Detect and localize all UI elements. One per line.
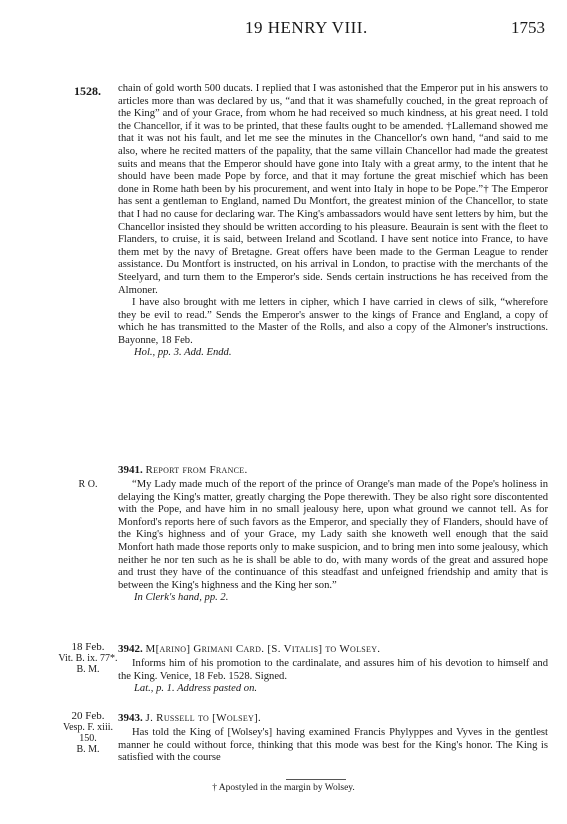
entry-heading xyxy=(118,464,548,476)
entry-date: 20 Feb. xyxy=(71,710,105,722)
entry-heading xyxy=(118,643,548,655)
source-reference: B. M. xyxy=(76,744,100,755)
continuation-text xyxy=(118,83,548,360)
watermark xyxy=(66,160,81,176)
footnote-divider xyxy=(286,779,346,780)
entry-date: 18 Feb. xyxy=(71,641,105,653)
continuation-paragraph: chain of gold worth 500 ducats. I replied that I was astonished that the Emperor put in his answers to articles more than was declared by us, “and that it was shamefully couched, in the great reproach of the King” and of your Grace, from whom he had received so much kindness, at his great need. I told the Chancellor, if it was to be printed, that these faults ought to be amended. †Lallemand showed me that it was not his fault, and let me see the minutes in the Chancellor's own hand, “and said to me also, where he recited matters of the papality, that the same villain Chancellor had made the greatest suits and means that the Emperor should have gone into Italy with a great army, to the intent that he should have been made Pope by force, and that it may fortune the great mischief which has been done in Rome hath been by his procurement, and went into Italy in hope to be Pope.”† The Emperor has sent a gentleman to England, named Du Montfort, the greatest minion of the Chancellor, to state that I had no cause for declaring war. The King's ambassadors would have sent letters by him, but the Chancellor insisted they should be written according to his pleasure. Beaurain is sent with the fleet to Flanders, to cruise, it is said, between Ireland and Scotland. I have sent notice into France, to have them met by the navy of Bretagne. Great offers have been made to the German League to render assistance. Du Montfort is instructed, on his arrival in London, to practise with the merchants of the Steelyard, and turn them to the Emperor's side. Sends certain instructions he has received from the Almoner. xyxy=(118,83,548,296)
year-marker: 1528. xyxy=(74,84,101,98)
entry-number: 3943. xyxy=(118,712,143,724)
entry-heading xyxy=(118,712,548,724)
source-reference: Vesp. F. xiii. xyxy=(62,722,114,733)
margin-reference xyxy=(58,711,118,755)
running-head xyxy=(0,18,567,40)
entry-body xyxy=(118,727,548,765)
entry-title: Report from France. xyxy=(145,464,248,476)
source-reference: B. M. xyxy=(76,664,100,675)
entry-text: Informs him of his promotion to the cardinalate, and assures him of his devotion to himself and the King. Venice, 18 Feb. 1528. Signed. xyxy=(118,658,548,682)
document-note: Lat., p. 1. Address pasted on. xyxy=(134,683,258,695)
entry-body xyxy=(118,658,548,696)
document-note: In Clerk's hand, pp. 2. xyxy=(134,592,229,604)
entry-body xyxy=(118,479,548,605)
entry-text: “My Lady made much of the report of the prince of Orange's man made of the Pope's holiness in delaying the King's matter, greatly charging the Pope therewith. They be also right sore discontented with the Pope, and have him in no small jealousy here, upon what ground we cannot tell. As for Monford's reports here of such favors as the Emperor, and specially they of Flanders, should have of the King's highness and of your Grace, my Lady saith she knoweth well enough that the said Monfort hath made those reports only to make suspicion, and to bring men into some jealousy, which neither he nor ten such as he is shall be able to do, with many words of the great and assured hope and trust they have of the continuance of this steadfast and unfeigned friendship and amity that is between the King's highness and the King her son.” xyxy=(118,479,548,591)
source-reference: Vit. B. ix. 77*. xyxy=(58,653,118,664)
continuation-paragraph: I have also brought with me letters in cipher, which I have carried in clews of silk, “wherefore they be evil to read.” Sends the Emperor's answer to the kings of France and England, a copy of which he has transmitted to the Master of the Rolls, and also a copy of the Almoner's instructions. Bayonne, 18 Feb. xyxy=(118,297,548,346)
page-title: 19 HENRY VIII. xyxy=(245,18,368,37)
footnote: † Apostyled in the margin by Wolsey. xyxy=(212,783,355,793)
page-number: 1753 xyxy=(511,18,545,37)
entry-number: 3942. xyxy=(118,643,143,655)
entry-title: J. Russell to [Wolsey]. xyxy=(145,712,262,724)
entry-text: Has told the King of [Wolsey's] having examined Francis Phylyppes and Vyves in the gentlest manner he could without force, thinking that this mode was best for the King's honor. The King is satisfied with the course xyxy=(118,727,548,764)
entry-title: M[arino] Grimani Card. [S. Vitalis] to Wolsey. xyxy=(145,643,381,655)
source-reference: 150. xyxy=(79,733,97,744)
entry-number: 3941. xyxy=(118,464,143,476)
margin-reference xyxy=(58,479,118,490)
source-reference: R O. xyxy=(78,479,98,490)
document-note: Hol., pp. 3. Add. Endd. xyxy=(134,347,232,359)
margin-reference xyxy=(58,642,118,675)
